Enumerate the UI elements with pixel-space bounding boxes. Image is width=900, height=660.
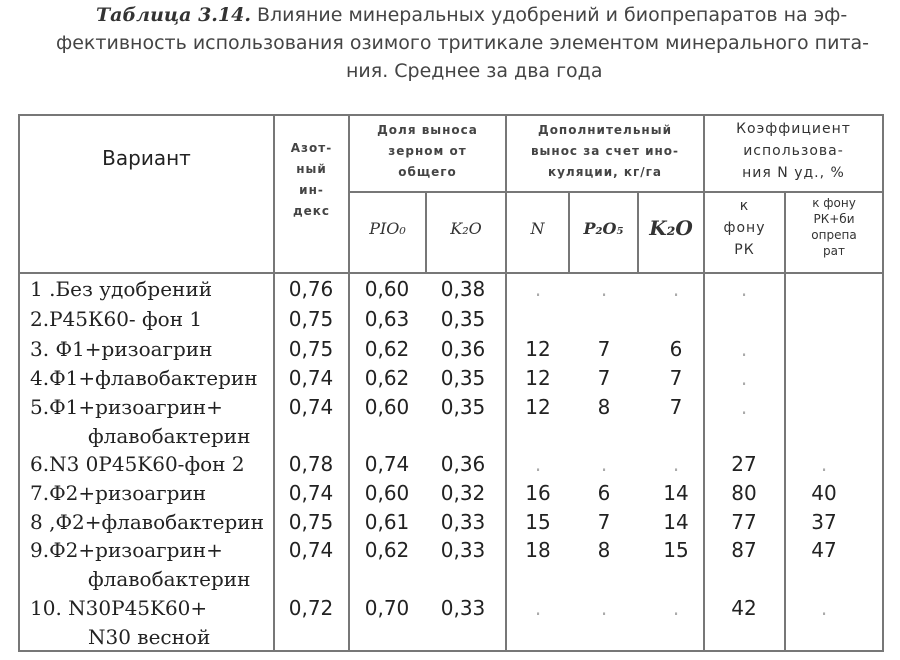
cell-c1: 42 xyxy=(731,596,757,620)
cell-en: . xyxy=(534,277,542,301)
variant-label: 4.Ф1+флавобактерин xyxy=(30,366,258,390)
header-line: РК xyxy=(734,242,755,258)
cell-en: . xyxy=(534,452,542,476)
cell-n-index: 0,74 xyxy=(288,538,334,562)
header-extra-removal xyxy=(507,120,703,183)
table-top-border xyxy=(18,114,884,116)
cell-ek: . xyxy=(672,277,680,301)
cell-ep: 8 xyxy=(597,395,611,419)
cell-k: 0,32 xyxy=(440,481,486,505)
header-coefficient xyxy=(705,118,882,184)
header-coef-pk-bio xyxy=(786,195,882,259)
cell-k: 0,33 xyxy=(440,538,486,562)
cell-ep: 7 xyxy=(597,366,611,390)
cell-n-index: 0,74 xyxy=(288,481,334,505)
header-coef-pk xyxy=(705,195,784,261)
cell-k: 0,36 xyxy=(440,452,486,476)
cell-ep: 6 xyxy=(597,481,611,505)
header-line: к фону xyxy=(812,196,856,210)
variant-label: 3. Ф1+ризоагрин xyxy=(30,337,213,361)
cell-ek: 15 xyxy=(663,538,689,562)
cell-ep: 7 xyxy=(597,337,611,361)
cell-c1: . xyxy=(740,366,748,390)
cell-ek: . xyxy=(672,596,680,620)
cell-ep: . xyxy=(600,596,608,620)
cell-en: 12 xyxy=(525,366,551,390)
cell-k: 0,38 xyxy=(440,277,486,301)
header-line: к xyxy=(739,198,750,214)
variant-label: 8 ,Ф2+флавобактерин xyxy=(30,510,264,534)
header-extra-p: P₂O₅ xyxy=(583,219,624,238)
variant-label: 5.Ф1+ризоагрин+ xyxy=(30,395,223,419)
cell-c2: . xyxy=(820,452,828,476)
variant-label: 6.N3 0P45K60-фон 2 xyxy=(30,452,245,476)
cell-n-index: 0,74 xyxy=(288,395,334,419)
table-left-border xyxy=(18,114,20,652)
cell-c1: 80 xyxy=(731,481,757,505)
header-line: РК+би xyxy=(813,212,855,226)
cell-n-index: 0,74 xyxy=(288,366,334,390)
cell-p: 0,60 xyxy=(364,277,410,301)
col-divider xyxy=(784,191,786,652)
cell-p: 0,62 xyxy=(364,337,410,361)
cell-en: 15 xyxy=(525,510,551,534)
cell-k: 0,33 xyxy=(440,596,486,620)
table-right-border xyxy=(882,114,884,652)
caption-line-1-text: Влияние минеральных удобрений и биопрепаратов на эф- xyxy=(250,4,848,26)
cell-c2: 37 xyxy=(811,510,837,534)
header-nitrogen-index xyxy=(275,138,348,222)
table-bottom-border xyxy=(18,650,884,652)
variant-label: 9.Ф2+ризоагрин+ xyxy=(30,538,223,562)
header-line: зерном от xyxy=(388,144,467,158)
header-line: Азот- xyxy=(290,141,333,155)
cell-en: . xyxy=(534,596,542,620)
variant-label: флавобактерин xyxy=(88,567,251,591)
header-line: ния N уд., % xyxy=(742,165,845,181)
cell-p: 0,70 xyxy=(364,596,410,620)
cell-p: 0,62 xyxy=(364,538,410,562)
cell-k: 0,35 xyxy=(440,395,486,419)
header-line: Доля выноса xyxy=(377,123,478,137)
header-variant: Вариант xyxy=(102,146,191,170)
header-line: ный xyxy=(296,162,327,176)
header-line: общего xyxy=(398,165,457,179)
cell-n-index: 0,76 xyxy=(288,277,334,301)
cell-c1: . xyxy=(740,277,748,301)
cell-c1: . xyxy=(740,395,748,419)
header-line: Дополнительный xyxy=(538,123,672,137)
cell-k: 0,35 xyxy=(440,366,486,390)
header-removal-share xyxy=(350,120,505,183)
header-line: опрепа xyxy=(811,228,857,242)
cell-ep: 8 xyxy=(597,538,611,562)
variant-label: 1 .Без удобрений xyxy=(30,277,213,301)
cell-p: 0,60 xyxy=(364,395,410,419)
header-line: вынос за счет ино- xyxy=(530,144,680,158)
cell-ek: . xyxy=(672,452,680,476)
cell-en: 16 xyxy=(525,481,551,505)
cell-p: 0,61 xyxy=(364,510,410,534)
header-removal-p: PIO₀ xyxy=(369,219,406,238)
cell-n-index: 0,72 xyxy=(288,596,334,620)
caption-label: Таблица 3.14. xyxy=(96,4,251,26)
cell-en: 12 xyxy=(525,395,551,419)
cell-c2: . xyxy=(820,596,828,620)
cell-en: 12 xyxy=(525,337,551,361)
header-line: Коэффициент xyxy=(736,121,851,137)
cell-p: 0,74 xyxy=(364,452,410,476)
cell-c2: 47 xyxy=(811,538,837,562)
header-line: использова- xyxy=(743,143,844,159)
cell-n-index: 0,75 xyxy=(288,307,334,331)
variant-label: N30 весной xyxy=(88,625,211,649)
cell-en: 18 xyxy=(525,538,551,562)
cell-k: 0,36 xyxy=(440,337,486,361)
cell-k: 0,35 xyxy=(440,307,486,331)
header-removal-k: K₂O xyxy=(450,219,482,238)
cell-ek: 7 xyxy=(669,395,683,419)
header-line: ин- xyxy=(299,183,324,197)
variant-label: 10. N30P45K60+ xyxy=(30,596,208,620)
cell-c1: 87 xyxy=(731,538,757,562)
header-line: куляции, кг/га xyxy=(547,165,663,179)
cell-ek: 14 xyxy=(663,510,689,534)
variant-label: 7.Ф2+ризоагрин xyxy=(30,481,207,505)
cell-ek: 7 xyxy=(669,366,683,390)
header-line: декс xyxy=(292,204,331,218)
cell-p: 0,60 xyxy=(364,481,410,505)
cell-ek: 6 xyxy=(669,337,683,361)
header-split-line xyxy=(348,191,884,193)
cell-p: 0,62 xyxy=(364,366,410,390)
cell-c1: . xyxy=(740,337,748,361)
header-extra-n: N xyxy=(530,219,545,238)
cell-k: 0,33 xyxy=(440,510,486,534)
cell-ep: 7 xyxy=(597,510,611,534)
variant-label: флавобактерин xyxy=(88,424,251,448)
cell-c1: 27 xyxy=(731,452,757,476)
cell-ek: 14 xyxy=(663,481,689,505)
caption-line-2: фективность использования озимого тритикале элементом минерального пита- xyxy=(56,32,870,54)
cell-c1: 77 xyxy=(731,510,757,534)
variant-label: 2.Р45К60- фон 1 xyxy=(30,307,203,331)
caption-line-3: ния. Среднее за два года xyxy=(346,60,603,82)
cell-c2: 40 xyxy=(811,481,837,505)
cell-p: 0,63 xyxy=(364,307,410,331)
header-line: рат xyxy=(823,244,845,258)
cell-n-index: 0,78 xyxy=(288,452,334,476)
cell-n-index: 0,75 xyxy=(288,510,334,534)
cell-ep: . xyxy=(600,277,608,301)
header-extra-k: K₂O xyxy=(649,216,693,240)
header-line: фону xyxy=(723,220,766,236)
cell-n-index: 0,75 xyxy=(288,337,334,361)
cell-ep: . xyxy=(600,452,608,476)
header-bottom-border xyxy=(18,272,884,274)
